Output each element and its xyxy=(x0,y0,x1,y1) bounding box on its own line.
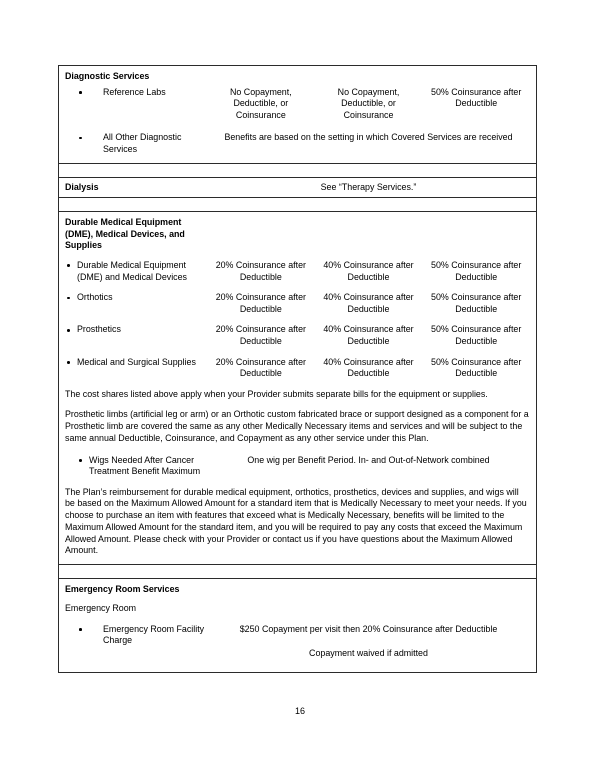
benefit-value-span: $250 Copayment per visit then 20% Coinsurance after Deductible xyxy=(239,623,498,634)
dme-note-maximum-allowed-amount: The Plan’s reimbursement for durable medical equipment, orthotics, prosthetics, devices and supplies, and wigs will be based on the Maximum Allowed Amount for a standard item that is Medically Necessary to meet your needs. If you choose to purchase an item with features that exceed what is Medically Necessary, benefits will be limited to the Maximum Allowed Amount for the standard item, and you will be required to pay any costs that exceed the Maximum Allowed Amount. Please check with your Provider or contact us if you have questions about the Maximum Allowed Amount. xyxy=(65,486,527,556)
benefit-value-tier1: 20% Coinsurance after Deductible xyxy=(215,324,306,346)
benefit-row-medical-and-surgical-supplies xyxy=(65,357,530,380)
benefit-value-tier2: 40% Coinsurance after Deductible xyxy=(323,292,414,314)
section-subtitle: Emergency Room xyxy=(65,602,137,613)
section-dialysis xyxy=(59,178,536,198)
benefit-label: Reference Labs xyxy=(65,87,207,99)
benefit-value-tier1: 20% Coinsurance after Deductible xyxy=(215,292,306,314)
benefit-value-span-secondary: Copayment waived if admitted xyxy=(309,648,428,659)
spacer-cell xyxy=(59,564,537,578)
page-number: 16 xyxy=(294,706,305,716)
benefit-value-tier1: No Copayment, Deductible, or Coinsurance xyxy=(230,86,292,120)
spacer-cell xyxy=(59,163,537,177)
benefit-row-orthotics xyxy=(65,292,530,315)
section-diagnostic-services xyxy=(59,66,536,163)
benefit-row-prosthetics xyxy=(65,324,530,347)
benefit-label: Emergency Room Facility Charge xyxy=(65,624,207,647)
section-durable-medical-equipment xyxy=(59,212,536,564)
benefit-value-tier1: 20% Coinsurance after Deductible xyxy=(215,259,306,282)
section-title: Emergency Room Services xyxy=(65,583,180,594)
table-row-emergency-room-services xyxy=(59,578,537,672)
benefit-value-tier3: 50% Coinsurance after Deductible xyxy=(431,324,522,346)
benefits-table xyxy=(58,65,537,673)
table-spacer-row xyxy=(59,564,537,578)
benefit-label: Prosthetics xyxy=(65,324,207,336)
benefit-value-tier3: 50% Coinsurance after Deductible xyxy=(431,259,522,282)
table-spacer-row xyxy=(59,163,537,177)
table-row-dialysis xyxy=(59,177,537,198)
section-title: Dialysis xyxy=(65,181,99,192)
benefit-value-span: Benefits are based on the setting in which Covered Services are received xyxy=(224,132,513,143)
dme-note-cost-shares: The cost shares listed above apply when your Provider submits separate bills for the equipment or supplies. xyxy=(65,388,488,399)
benefit-value-tier3: 50% Coinsurance after Deductible xyxy=(431,86,522,109)
benefit-row-dme-and-medical-devices xyxy=(65,260,530,283)
benefit-row-all-other-diagnostic-services xyxy=(65,132,530,155)
table-row-durable-medical-equipment xyxy=(59,212,537,565)
dme-note-prosthetic-limbs: Prosthetic limbs (artificial leg or arm) or an Orthotic custom fabricated brace or support designed as a component for a Prosthetic limb are covered the same as any other Medically Necessary items and services and will be subject to the same annual Deductible, Coinsurance, and Copayment as any other service under this Plan. xyxy=(65,409,529,443)
table-row-diagnostic-services xyxy=(59,66,537,164)
section-emergency-room-services xyxy=(59,579,536,672)
spacer-cell xyxy=(59,198,537,212)
benefit-label: Orthotics xyxy=(65,292,207,304)
benefit-label: Wigs Needed After Cancer Treatment Benefit Maximum xyxy=(65,455,207,478)
section-title: Durable Medical Equipment (DME), Medical Devices, and Supplies xyxy=(65,217,185,251)
benefit-row-emergency-room-facility-charge xyxy=(65,624,530,660)
benefit-value-tier2: No Copayment, Deductible, or Coinsurance xyxy=(337,86,400,120)
benefit-value-tier2: 40% Coinsurance after Deductible xyxy=(323,324,414,346)
benefit-row-reference-labs xyxy=(65,87,530,122)
benefit-value-span: One wig per Benefit Period. In- and Out-of-Network combined xyxy=(247,454,490,465)
benefit-label: Durable Medical Equipment (DME) and Medical Devices xyxy=(65,260,207,283)
section-title: Diagnostic Services xyxy=(65,71,150,81)
benefit-value-tier1: 20% Coinsurance after Deductible xyxy=(215,356,306,379)
benefit-label: All Other Diagnostic Services xyxy=(65,132,207,155)
table-spacer-row xyxy=(59,198,537,212)
benefit-row-wigs xyxy=(65,455,530,478)
benefit-value-tier2: 40% Coinsurance after Deductible xyxy=(323,356,414,379)
benefit-value-tier3: 50% Coinsurance after Deductible xyxy=(431,356,522,379)
dialysis-reference-value: See “Therapy Services.” xyxy=(320,181,417,192)
benefit-value-tier3: 50% Coinsurance after Deductible xyxy=(431,292,522,314)
benefit-label: Medical and Surgical Supplies xyxy=(65,357,207,369)
benefit-value-tier2: 40% Coinsurance after Deductible xyxy=(323,259,414,282)
